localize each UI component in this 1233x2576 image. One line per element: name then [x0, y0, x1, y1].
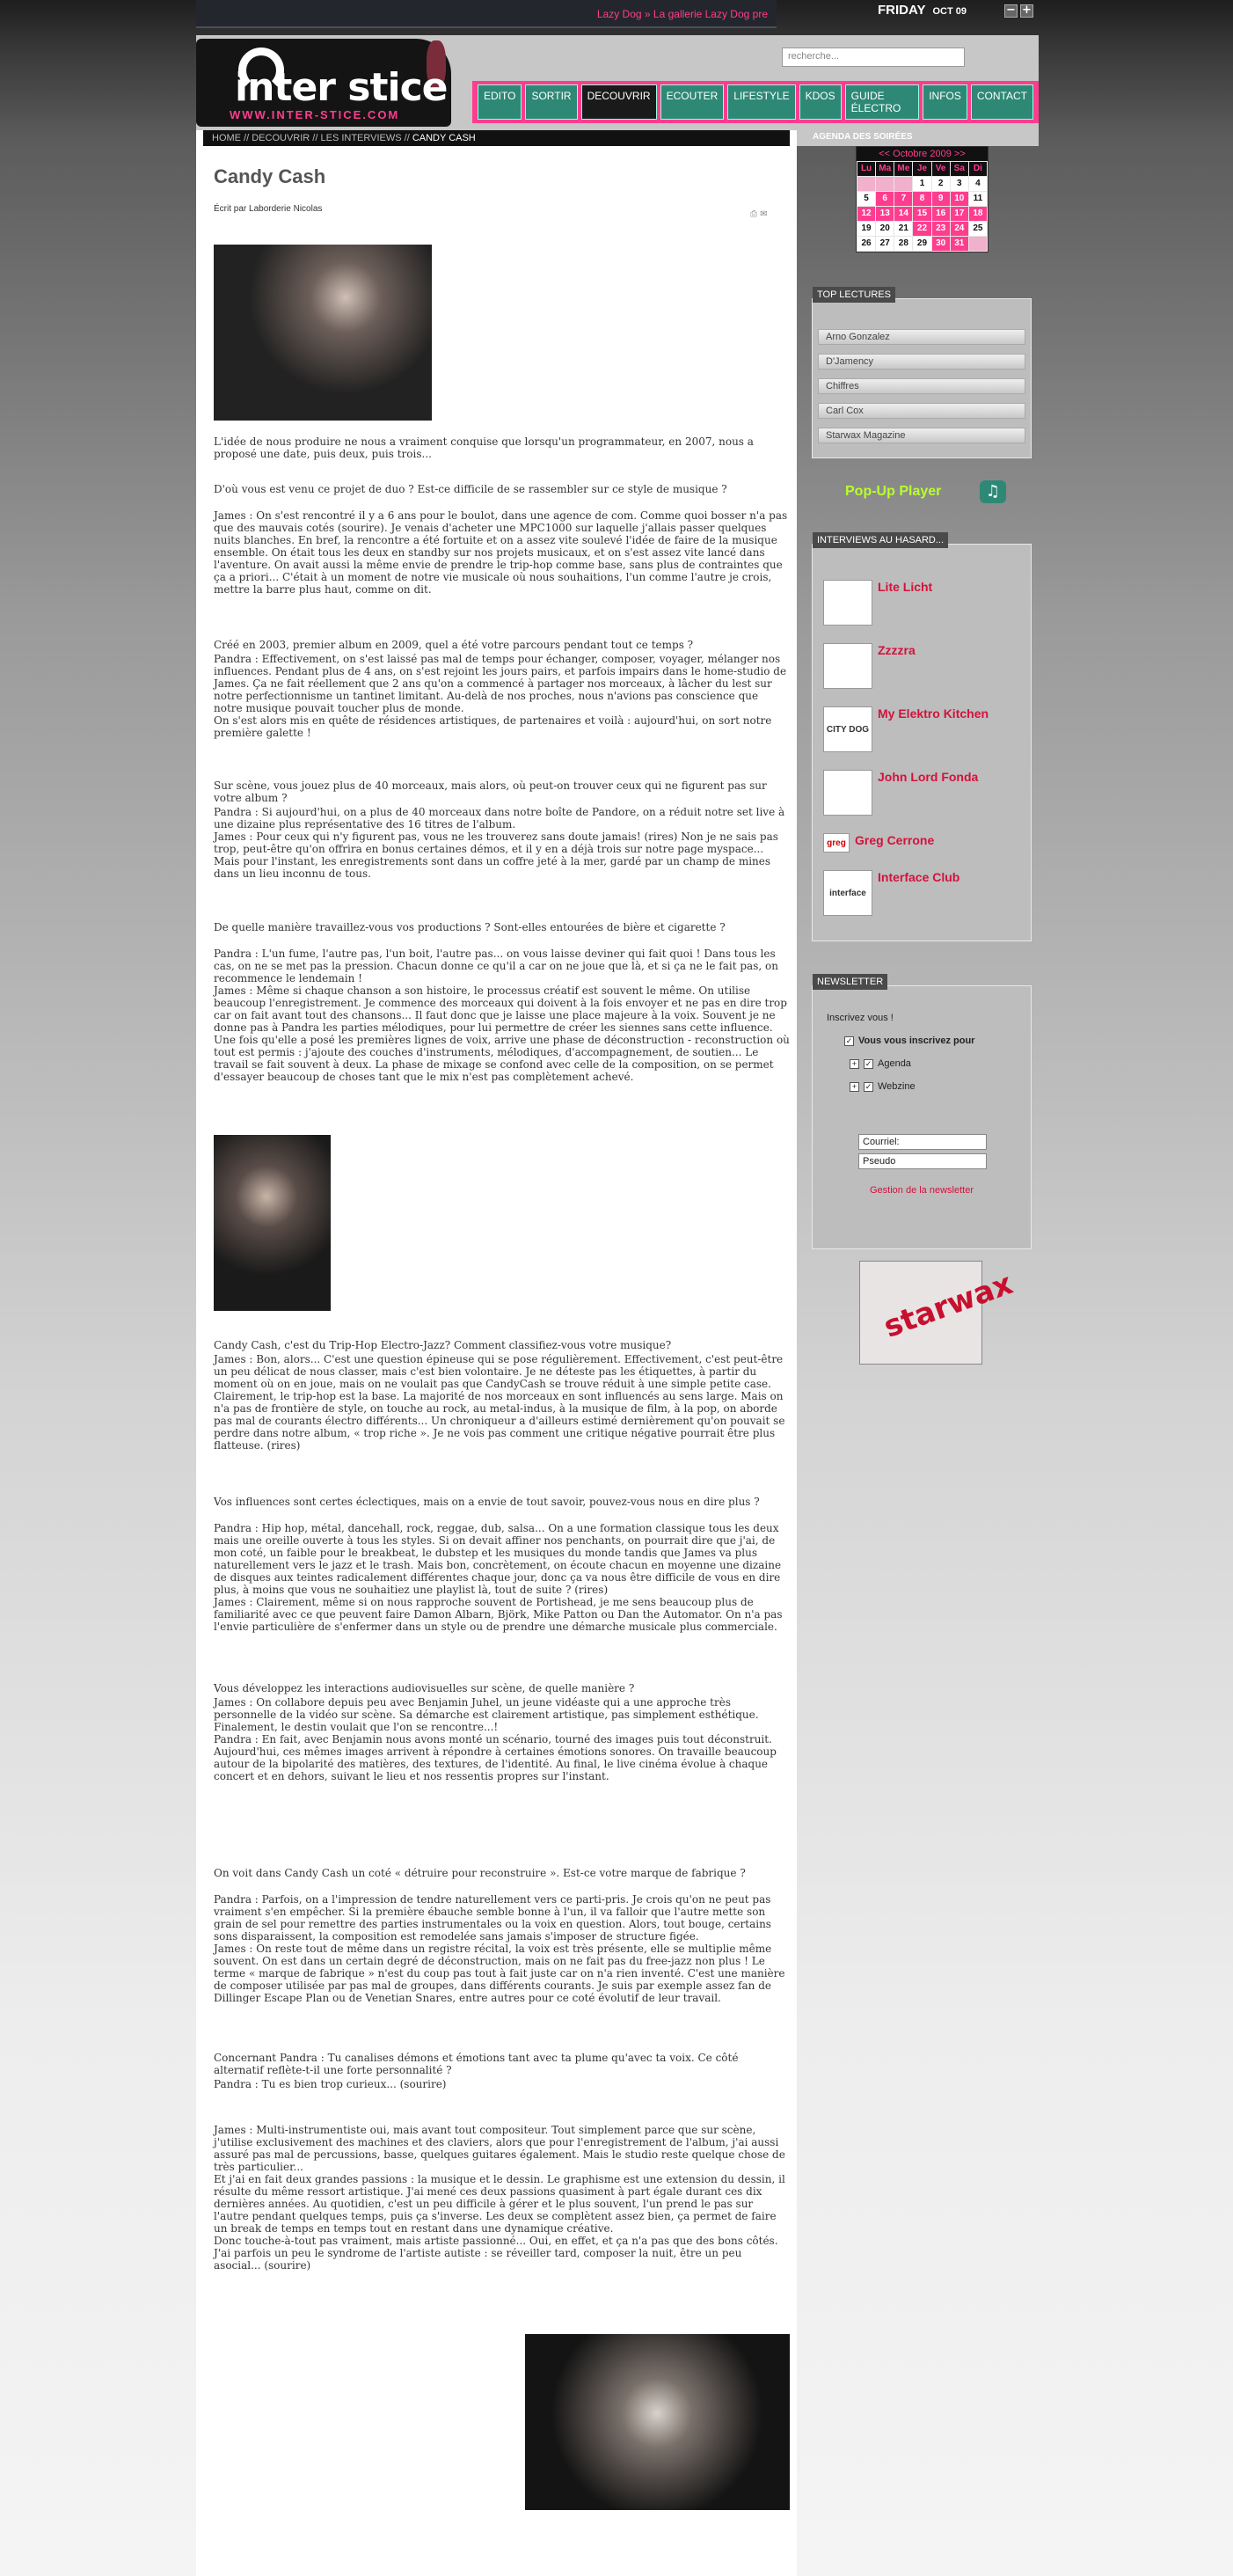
avatar[interactable]: interface: [823, 870, 872, 916]
music-note-icon[interactable]: ♫: [980, 480, 1006, 503]
avatar[interactable]: CITY DOG: [823, 706, 872, 752]
cal-day[interactable]: 20: [876, 222, 894, 236]
article-q1: D'où vous est venu ce projet de duo ? Est-ce difficile de se rassembler sur ce style de musique ?: [214, 483, 727, 495]
article-author: Écrit par Laborderie Nicolas: [214, 204, 323, 214]
font-decrease-button[interactable]: −: [1004, 4, 1018, 18]
cal-day[interactable]: 12: [857, 207, 875, 221]
newsletter-box: [812, 977, 1032, 1249]
cal-month: Octobre 2009: [893, 149, 952, 159]
article-p0: L'idée de nous produire ne nous a vraiment conquise que lorsqu'un programmateur, en 2007, nous a proposé une date, puis deux, puis trois...: [214, 435, 754, 460]
cal-day[interactable]: 16: [932, 207, 950, 221]
cal-day[interactable]: 9: [932, 192, 950, 206]
crumb-current: CANDY CASH: [412, 133, 476, 143]
interviews-title: INTERVIEWS AU HASARD...: [813, 532, 948, 548]
article-q8: On voit dans Candy Cash un coté « détruire pour reconstruire ». Est-ce votre marque de fabrique ?: [214, 1867, 746, 1879]
subscribe-checkbox[interactable]: ✓: [845, 1036, 853, 1045]
interview-item[interactable]: [823, 870, 1020, 916]
cal-day[interactable]: 7: [894, 192, 912, 206]
page-title: Candy Cash: [214, 165, 326, 187]
crumb-home[interactable]: HOME: [212, 133, 241, 143]
cal-day[interactable]: 13: [876, 207, 894, 221]
cal-dow: Je: [913, 162, 930, 176]
agenda-label: Agenda: [878, 1058, 911, 1069]
starwax-banner[interactable]: [859, 1261, 1018, 1365]
banner-text: starwax: [879, 1266, 1018, 1345]
cal-day[interactable]: 21: [894, 222, 912, 236]
cal-dow: Ve: [932, 162, 950, 176]
top-item[interactable]: Starwax Magazine: [818, 428, 1025, 443]
article-p3: Pandra : Si aujourd'hui, on a plus de 40 morceaux dans notre boîte de Pandore, on a réduit notre set live à une dizaine plus représentative des 16 titres de l'album. James : Pour ceux qui n'y figurent pas, vous ne les trouverez sans doute jamais! (rires) Non je ne sais pas trop, peut-être qu'on offrira en bonus certaines démos, et il y en a déjà trois sur notre page myspace... Mais pour l'instant, les enregistrements sont dans un coffre jeté à la mer, gardé par un champ de mines dans un lieu inconnu de tous.: [214, 806, 785, 880]
article-q5: Candy Cash, c'est du Trip-Hop Electro-Jazz? Comment classifiez-vous votre musique?: [214, 1339, 672, 1351]
cal-day[interactable]: 3: [951, 177, 968, 191]
duo-photo: [214, 245, 432, 421]
cal-day[interactable]: 19: [857, 222, 875, 236]
interview-name[interactable]: Lite Licht: [878, 580, 933, 594]
article-q7: Vous développez les interactions audiovisuelles sur scène, de quelle manière ?: [214, 1682, 635, 1694]
cal-day[interactable]: 22: [913, 222, 930, 236]
date-day: FRIDAY: [878, 3, 926, 18]
agenda-checkbox[interactable]: ✓: [865, 1058, 872, 1068]
singer-photo: [214, 1135, 331, 1311]
nav-edito[interactable]: EDITO: [478, 84, 522, 120]
crumb-interviews[interactable]: LES INTERVIEWS: [320, 133, 402, 143]
nav-kdos[interactable]: KDOS: [799, 84, 842, 120]
article-p9: Pandra : Tu es bien trop curieux... (sourire): [214, 2078, 447, 2090]
cal-dow: Ma: [876, 162, 894, 176]
article-p2: Pandra : Effectivement, on s'est laissé pas mal de temps pour échanger, composer, voyager, mélanger nos influences. Pendant plus de 4 ans, on s'est rejoint les jours pairs, et parfois impairs dans le home-studio de James. Ça ne fait réellement que 2 ans qu'on a commencé à partager nos morceaux, à lâcher du lest sur notre perfectionnisme un tantinet limitant. Au-delà de nos proches, nous n'avions pas conscience que notre musique pouvait toucher plus de monde. On s'est alors mis en quête de résidences artistiques, de partenaires et voilà : aujourd'hui, on sort notre première galette !: [214, 653, 787, 739]
article-q4: De quelle manière travaillez-vous vos productions ? Sont-elles entourées de bière et cigarette ?: [214, 921, 726, 933]
logo-url: WWW.INTER-STICE.COM: [230, 108, 400, 121]
cal-day[interactable]: 26: [857, 237, 875, 251]
cal-day[interactable]: 14: [894, 207, 912, 221]
newsletter-manage-link[interactable]: Gestion de la newsletter: [869, 1185, 974, 1196]
cal-day: [876, 177, 894, 191]
cal-day[interactable]: 8: [913, 192, 930, 206]
cal-next-button[interactable]: >>: [953, 149, 966, 159]
top-lectures-box: [812, 289, 1032, 458]
calendar-header: [857, 147, 988, 161]
interview-name[interactable]: Greg Cerrone: [855, 833, 935, 847]
calendar-grid: [857, 161, 988, 252]
article-q9: Concernant Pandra : Tu canalises démons et émotions tant avec ta plume qu'avec ta voix. Ce côté alternatif reflète-t-il une forte personnalité ?: [214, 2052, 739, 2076]
nav-lifestyle[interactable]: LIFESTYLE: [727, 84, 795, 120]
expand-webzine-icon[interactable]: +: [850, 1082, 859, 1092]
nav-sortir[interactable]: SORTIR: [525, 84, 577, 120]
article-q2: Créé en 2003, premier album en 2009, quel a été votre parcours pendant tout ce temps ?: [214, 639, 694, 651]
top-lectures-title: TOP LECTURES: [813, 287, 895, 303]
top-item[interactable]: Arno Gonzalez: [818, 329, 1025, 345]
article-p5: James : Bon, alors... C'est une question épineuse qui se pose régulièrement. Effectivement, c'est peut-être un peu délicat de nous classer, mais c'est bien volontaire. Je ne déteste pas les étiquettes, à partir du moment où on en joue, mais on ne voulait pas que CandyCash se trouve réduit à une simple petite case. Clairement, le trip-hop est la base. La majorité de nos morceaux en sont influencés au sens large. Mais on n'a pas de frontière de style, on touche au rock, au metal-indus, à la musique de film, à la pop, on aborde pas mal de courants électro différents... Un chroniqueur a d'ailleurs estimé dernièrement qu'on pouvait se perdre dans notre album, « trop riche ». Je ne vois pas comment une critique négative pourrait être plus flatteuse. (rires): [214, 1353, 785, 1452]
expand-agenda-icon[interactable]: +: [850, 1059, 859, 1069]
cal-day[interactable]: 24: [951, 222, 968, 236]
crumb-decouvrir[interactable]: DECOUVRIR: [252, 133, 310, 143]
cal-day[interactable]: 15: [913, 207, 930, 221]
cal-prev-button[interactable]: <<: [879, 149, 891, 159]
avatar[interactable]: [823, 770, 872, 816]
email-icon[interactable]: ✉: [760, 209, 768, 219]
article-p1: James : On s'est rencontré il y a 6 ans pour le boulot, dans une agence de com. Comme quoi bosser n'a pas que des mauvais cotés (sourire). Je venais d'acheter une MPC1000 sur laquelle j'allais passer quelques nuits blanches. En bref, la rencontre a été fortuite et on a assez vite soulevé l'idée de faire de la musique ensemble. On était tous les deux en standby sur nos projets musicaux, et on s'est assez vite lancé dans l'aventure. On avait aussi la même envie de prendre le trip-hop comme base, sans plus de contraintes que ça a priori... C'était à un moment de notre vie musicale où nous souhaitions, l'un comme l'autre je crois, mettre la barre plus haut, comme on dit.: [214, 509, 788, 596]
article-q3: Sur scène, vous jouez plus de 40 morceaux, mais alors, où peut-on trouver ceux qui ne figurent pas sur votre album ?: [214, 779, 767, 804]
nav-guide-electro[interactable]: GUIDE ÉLECTRO: [845, 84, 920, 120]
avatar[interactable]: [823, 580, 872, 626]
nav-contact[interactable]: CONTACT: [971, 84, 1033, 120]
article-p4: Pandra : L'un fume, l'autre pas, l'un boit, l'autre pas... on vous laisse deviner qui fait quoi ! Dans tous les cas, on ne se met pas la pression. Chacun donne ce qu'il a car on ne joue que là, et si ça ne le fait pas, on recommence le lendemain ! James : Même si chaque chanson a son histoire, le processus créatif est souvent le même. On utilise beaucoup l'enregistrement. Je commence des morceaux qui doivent à la fois envoyer et ne pas en dire trop car on fait avant tout des chansons... Il faut donc que je laisse une place majeure à la voix. Souvent je ne donne pas à Pandra les parties mélodiques, pour lui permettre de créer les siennes sans cette influence. Une fois qu'elle a posé les premières lignes de voix, arrive une phase de déconstruction - reconstruction où tout est permis : j'ajoute des couches d'instruments, mélodiques, d'accompagnement, de soutien... Le travail se fait souvent à deux. La phase de mixage se confond avec celle de la composition, on se permet d'essayer beaucoup de choses tant que le mix n'est pas complètement achevé.: [214, 948, 790, 1083]
article-q6: Vos influences sont certes éclectiques, mais on a envie de tout savoir, pouvez-vous nous en dire plus ?: [214, 1496, 760, 1508]
interview-name[interactable]: John Lord Fonda: [878, 770, 979, 784]
subscribe-label: Vous vous inscrivez pour: [858, 1036, 975, 1046]
article-p8: Pandra : Parfois, on a l'impression de tendre naturellement vers ce parti-pris. Je crois qu'on ne peut pas vraiment s'en empêcher. Si la première ébauche semble bonne à l'un, il va falloir que l'autre mette son grain de sel pour remettre des parties instrumentales ou la voix en question. Alors, tout bouge, certains sons disparaissent, la composition est remodelée sans jamais s'imposer de structure figée. James : On reste tout de même dans un registre récital, la voix est très présente, elle se multiplie même souvent. On est dans un certain degré de déconstruction, mais on ne fait pas du free-jazz non plus ! Le terme « marque de fabrique » n'est du coup pas tout à fait juste car on n'a rien inventé. C'est une manière de composer utilisée par pas mal de groupes, dans différents courants. Je suis par exemple assez fan de Dillinger Escape Plan ou de Venetian Snares, entre autres pour ce coté évolutif de leur travail.: [214, 1893, 785, 2004]
top-item[interactable]: Carl Cox: [818, 403, 1025, 419]
cal-day[interactable]: 17: [951, 207, 968, 221]
interview-name[interactable]: Zzzzra: [878, 643, 916, 657]
cal-dow: Me: [894, 162, 912, 176]
article-p7: James : On collabore depuis peu avec Benjamin Juhel, un jeune vidéaste qui a une approche très personnelle de la vidéo sur scène. Sa démarche est clairement artistique, pas simplement esthétique. Finalement, le destin voulait que l'on se rencontre...! Pandra : En fait, avec Benjamin nous avons monté un scénario, tourné des images puis tout déconstruit. Aujourd'hui, ces mêmes images arrivent à répondre à certaines émotions sonores. On travaille beaucoup autour de la bipolarité des matières, des textures, de l'identité. Au final, le live cinéma évolue à chaque concert et en dehors, suivant le lieu et nos ressentis propres sur l'instant.: [214, 1696, 777, 1782]
cal-day[interactable]: 11: [969, 192, 987, 206]
ticker-text[interactable]: Lazy Dog » La gallerie Lazy Dog pre: [596, 8, 768, 20]
interview-item[interactable]: [823, 580, 1020, 626]
print-icon[interactable]: ⎙: [750, 209, 757, 219]
cal-dow: Lu: [857, 162, 875, 176]
main-content: [196, 130, 797, 2576]
cal-day[interactable]: 23: [932, 222, 950, 236]
cal-day[interactable]: 6: [876, 192, 894, 206]
newsletter-intro: Inscrivez vous !: [827, 1013, 894, 1023]
cal-day[interactable]: 30: [932, 237, 950, 251]
cal-day[interactable]: 28: [894, 237, 912, 251]
cal-day[interactable]: 31: [951, 237, 968, 251]
agenda-calendar: [856, 146, 989, 252]
top-item[interactable]: D'Jamency: [818, 354, 1025, 370]
webzine-checkbox[interactable]: ✓: [865, 1081, 872, 1091]
date-display: [878, 3, 967, 18]
interview-item[interactable]: [823, 706, 1020, 752]
webzine-label: Webzine: [878, 1081, 916, 1092]
newsletter-title: NEWSLETTER: [813, 974, 887, 990]
interview-item[interactable]: [823, 643, 1020, 689]
interview-name[interactable]: Interface Club: [878, 870, 960, 884]
cal-day[interactable]: 5: [857, 192, 875, 206]
interviews-box: [812, 535, 1032, 941]
portrait-photo: [525, 2334, 790, 2510]
cal-day[interactable]: 29: [913, 237, 930, 251]
search-input[interactable]: recherche...: [782, 48, 965, 67]
cal-dow: Di: [969, 162, 987, 176]
cal-day[interactable]: 10: [951, 192, 968, 206]
news-ticker[interactable]: [196, 0, 777, 28]
interview-item[interactable]: [823, 833, 1020, 853]
nav-infos[interactable]: INFOS: [923, 84, 967, 120]
avatar[interactable]: [823, 643, 872, 689]
cal-day[interactable]: 2: [932, 177, 950, 191]
site-logo[interactable]: [196, 39, 451, 127]
pseudo-field[interactable]: Pseudo: [858, 1153, 987, 1169]
popup-player-link[interactable]: Pop-Up Player: [845, 484, 942, 499]
top-item[interactable]: Chiffres: [818, 378, 1025, 394]
breadcrumb: HOME // DECOUVRIR // LES INTERVIEWS // CANDY CASH: [203, 130, 790, 146]
cal-day[interactable]: 18: [969, 207, 987, 221]
main-nav: [472, 81, 1039, 123]
cal-day: [894, 177, 912, 191]
agenda-title: AGENDA DES SOIRÉES: [813, 132, 913, 142]
date-month: OCT 09: [932, 6, 967, 17]
cal-day[interactable]: 27: [876, 237, 894, 251]
nav-decouvrir[interactable]: DECOUVRIR: [581, 84, 657, 120]
interview-item[interactable]: [823, 770, 1020, 816]
email-field[interactable]: Courriel:: [858, 1134, 987, 1150]
cal-day: [969, 237, 987, 251]
cal-dow: Sa: [951, 162, 968, 176]
article-p6: Pandra : Hip hop, métal, dancehall, rock, reggae, dub, salsa... On a une formation classique tous les deux mais une oreille ouverte à tous les styles. Si on devait affiner nos penchants, on pourrait dire que j'ai, de mon coté, un faible pour le breakbeat, le dubstep et les musiques du monde tandis que James va plus naturellement vers le jazz et le trash. Mais bon, concrètement, on écoute chacun en moyenne une dizaine de disques aux teintes radicalement différentes chaque jour, donc ça va nous être difficile de vous en dire plus, à moins que vous ne souhaitiez une playlist là, tout de suite ? (rires) James : Clairement, même si on nous rapproche souvent de Portishead, je me sens beaucoup plus de familiarité avec ce que peuvent faire Damon Albarn, Björk, Mike Patton ou Dan the Automator. On n'a pas l'envie particulière de s'enfermer dans un style ou de prendre une démarche musicale plus commerciale.: [214, 1522, 783, 1633]
avatar[interactable]: greg: [823, 833, 850, 853]
nav-ecouter[interactable]: ECOUTER: [660, 84, 725, 120]
interview-name[interactable]: My Elektro Kitchen: [878, 706, 989, 721]
cal-day: [857, 177, 875, 191]
cal-day[interactable]: 25: [969, 222, 987, 236]
font-increase-button[interactable]: +: [1020, 4, 1033, 18]
article-tools: [750, 209, 768, 219]
logo-name: inter stice: [235, 65, 448, 110]
cal-day[interactable]: 4: [969, 177, 987, 191]
cal-day[interactable]: 1: [913, 177, 930, 191]
article-p10: James : Multi-instrumentiste oui, mais avant tout compositeur. Tout simplement parce que sur scène, j'utilise exclusivement des machines et des claviers, alors que pour l'enregistrement de l'album, j'ai aussi assuré pas mal de percussions, basse, quelques guitares également. Mais le studio reste quelque chose de très particulier... Et j'ai en fait deux grandes passions : la musique et le dessin. Le graphisme est une extension du dessin, il résulte du même ressort artistique. J'ai mené ces deux passions quasiment à part égale durant ces dix dernières années. Au quotidien, c'est un peu difficile à gérer et le plus souvent, l'un prend le pas sur l'autre pendant quelques temps, puis ça s'inverse. Les deux se complètent assez bien, ça permet de faire un break de temps en temps tout en restant dans une dynamique créative. Donc touche-à-tout pas vraiment, mais artiste passionné... Oui, en effet, et ça n'a pas que des bons côtés. J'ai parfois un peu le syndrome de l'artiste autiste : se réveiller tard, composer la nuit, être un peu asocial... (sourire): [214, 2124, 785, 2272]
